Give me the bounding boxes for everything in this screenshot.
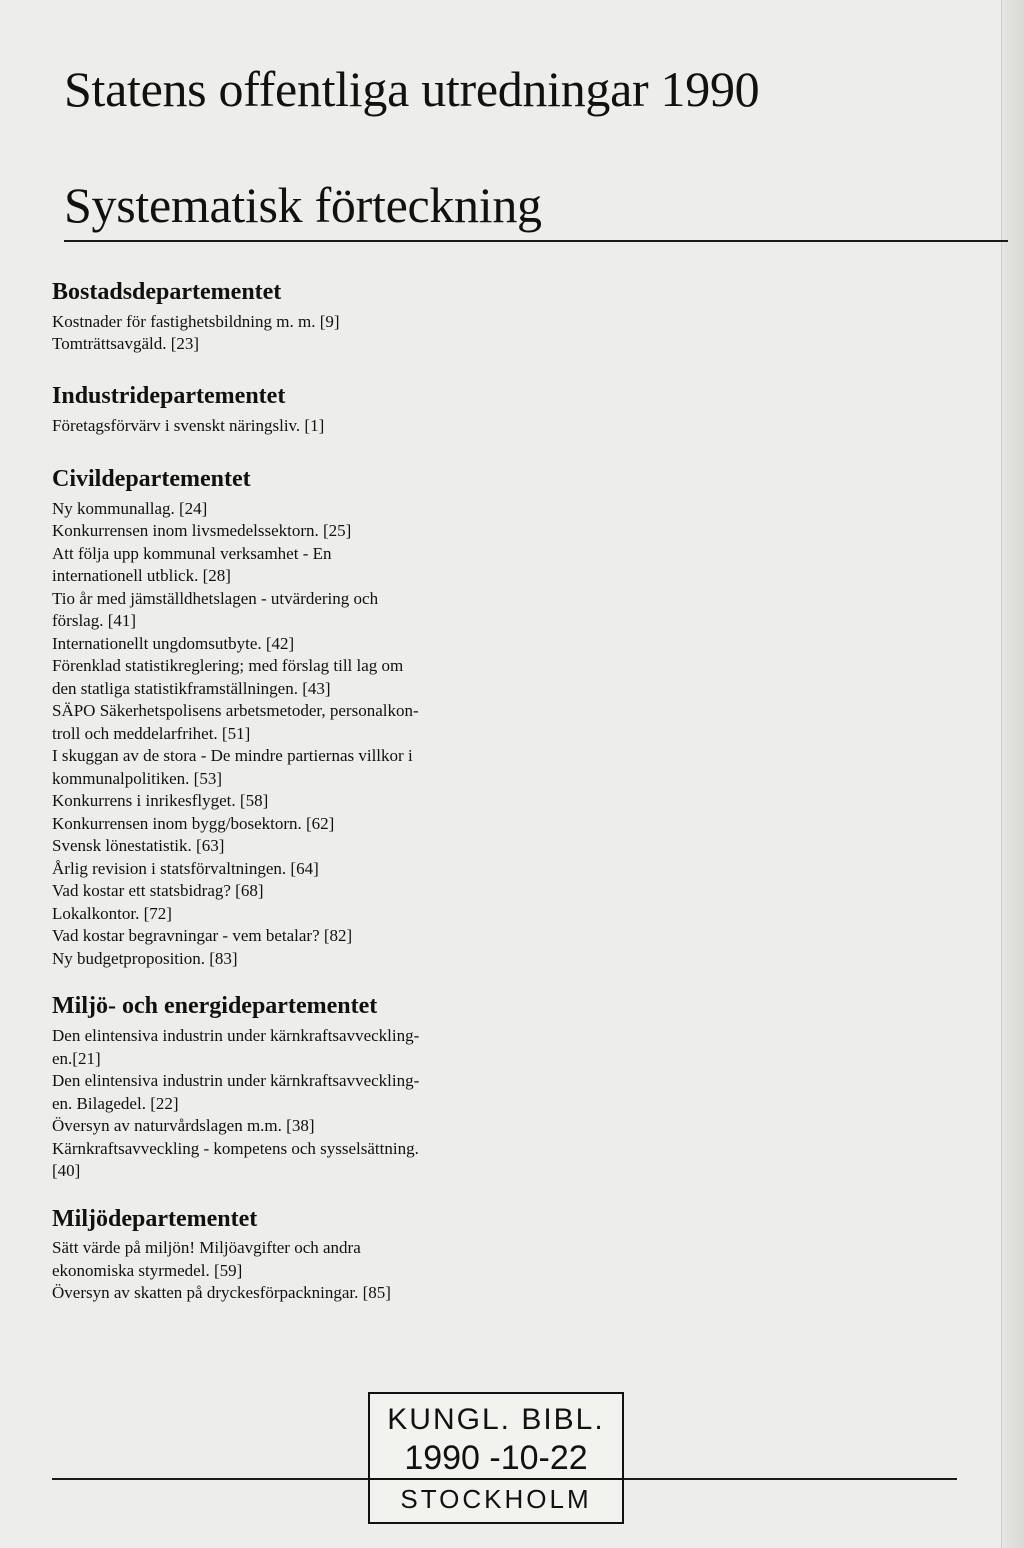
list-item: Svensk lönestatistik. [63] [52,836,225,856]
page-edge [1001,0,1024,1548]
list-item: Tio år med jämställdhetslagen - utvärdering och [52,588,379,608]
section-miljo-och-energidepartementet [52,992,492,1182]
entry-list [52,498,492,971]
stamp-divider [370,1478,622,1480]
list-item: I skuggan av de stora - De mindre partiernas villkor i [52,746,413,766]
header-rule [64,240,1008,242]
list-item: Den elintensiva industrin under kärnkraftsavveckling- [52,1026,420,1046]
list-item: Sätt värde på miljön! Miljöavgifter och andra [52,1238,361,1258]
list-item: en.[21] [52,1048,101,1068]
entry-list [52,1237,492,1305]
entry-list [52,1025,492,1183]
stamp-library-name: KUNGL. BIBL. [387,1403,605,1436]
list-item: Tomträttsavgäld. [23] [52,334,200,354]
list-item: troll och meddelarfrihet. [51] [52,723,251,743]
list-item: Konkurrensen inom bygg/bosektorn. [62] [52,813,335,833]
list-item: Kostnader för fastighetsbildning m. m. [9] [52,311,340,331]
list-item: internationell utblick. [28] [52,566,231,586]
list-item: Ny budgetproposition. [83] [52,948,238,968]
list-item: Att följa upp kommunal verksamhet - En [52,543,332,563]
department-heading: Industridepartementet [52,382,286,409]
department-list [52,278,492,1305]
section-bostadsdepartementet [52,278,492,356]
list-item: Företagsförvärv i svenskt näringsliv. [1] [52,415,325,435]
entry-list [52,415,492,438]
list-item: Ny kommunallag. [24] [52,498,208,518]
list-item: en. Bilagedel. [22] [52,1093,179,1113]
page-subtitle: Systematisk förteckning [64,177,542,233]
list-item: den statliga statistikframställningen. [43] [52,678,331,698]
list-item: Den elintensiva industrin under kärnkraftsavveckling- [52,1071,420,1091]
list-item: [40] [52,1161,81,1181]
section-civildepartementet [52,465,492,970]
list-item: Vad kostar ett statsbidrag? [68] [52,881,264,901]
list-item: Förenklad statistikreglering; med förslag till lag om [52,656,404,676]
list-item: Översyn av skatten på dryckesförpackningar. [85] [52,1283,391,1303]
library-stamp [368,1392,624,1524]
list-item: ekonomiska styrmedel. [59] [52,1260,243,1280]
section-miljodepartementet [52,1205,492,1305]
list-item: Konkurrensen inom livsmedelssektorn. [25] [52,521,352,541]
list-item: förslag. [41] [52,611,137,631]
list-item: Kärnkraftsavveckling - kompetens och sysselsättning. [52,1138,419,1158]
list-item: Vad kostar begravningar - vem betalar? [82] [52,926,353,946]
list-item: Översyn av naturvårdslagen m.m. [38] [52,1116,315,1136]
department-heading: Civildepartementet [52,466,251,493]
list-item: Internationellt ungdomsutbyte. [42] [52,633,295,653]
page-title: Statens offentliga utredningar 1990 [64,61,760,117]
list-item: SÄPO Säkerhetspolisens arbetsmetoder, personalkon- [52,701,419,721]
list-item: Konkurrens i inrikesflyget. [58] [52,791,269,811]
list-item: Årlig revision i statsförvaltningen. [64] [52,858,319,878]
department-heading: Miljödepartementet [52,1205,258,1232]
department-heading: Bostadsdepartementet [52,279,282,305]
list-item: kommunalpolitiken. [53] [52,768,222,788]
entry-list [52,311,492,356]
stamp-city: STOCKHOLM [400,1484,592,1514]
department-heading: Miljö- och energidepartementet [52,993,378,1020]
section-industridepartementet [52,382,492,437]
stamp-date: 1990 -10-22 [404,1439,588,1477]
list-item: Lokalkontor. [72] [52,903,172,923]
